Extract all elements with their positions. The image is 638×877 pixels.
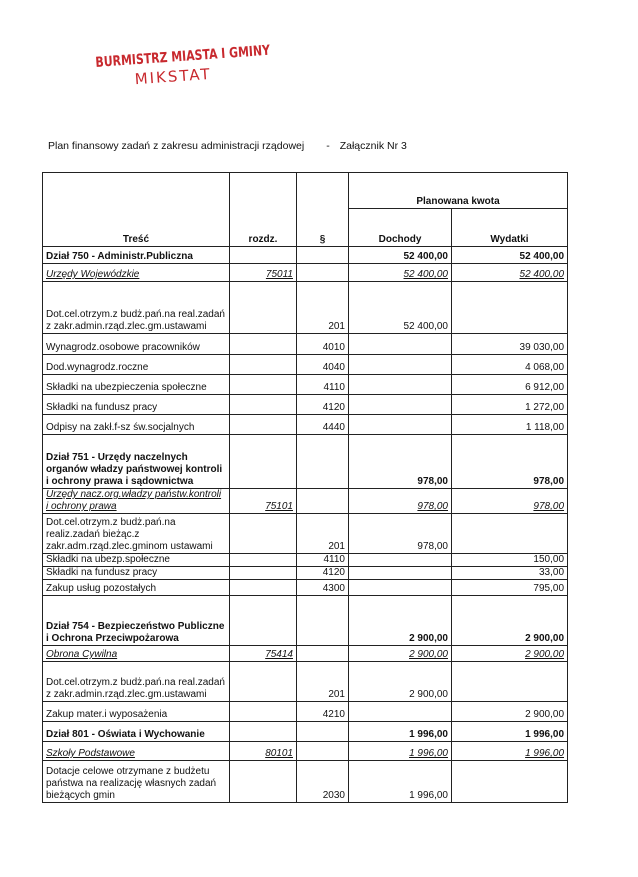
expenses-cell: 795,00 [452, 580, 568, 596]
header-paragraph: § [297, 173, 349, 247]
rozdz-cell [230, 334, 297, 355]
desc-cell: Dod.wynagrodz.roczne [43, 355, 230, 375]
paragraph-cell: 4210 [297, 702, 349, 722]
desc-cell: Dotacje celowe otrzymane z budżetu państwa na realizację własnych zadań bieżących gmin [43, 761, 230, 803]
paragraph-cell: 4040 [297, 355, 349, 375]
desc-cell: Składki na ubezp.społeczne [43, 554, 230, 567]
title-separator: - [326, 140, 330, 152]
table-row [43, 722, 568, 742]
income-cell [349, 415, 452, 435]
rozdz-cell [230, 702, 297, 722]
table-row [43, 646, 568, 662]
table-row [43, 596, 568, 646]
official-stamp [94, 42, 271, 90]
paragraph-cell: 2030 [297, 761, 349, 803]
income-cell: 52 400,00 [349, 247, 452, 264]
income-cell: 978,00 [349, 489, 452, 514]
income-cell [349, 567, 452, 580]
desc-cell: Dot.cel.otrzym.z budż.pań.na real.zadań z zakr.admin.rząd.zlec.gm.ustawami [43, 282, 230, 334]
paragraph-cell [297, 742, 349, 761]
income-cell [349, 395, 452, 415]
income-cell [349, 580, 452, 596]
rozdz-cell [230, 355, 297, 375]
rozdz-cell [230, 375, 297, 395]
rozdz-cell: 80101 [230, 742, 297, 761]
income-cell: 2 900,00 [349, 596, 452, 646]
desc-cell: Szkoły Podstawowe [43, 742, 230, 761]
desc-cell: Składki na fundusz pracy [43, 567, 230, 580]
income-cell: 978,00 [349, 435, 452, 489]
table-row [43, 702, 568, 722]
paragraph-cell [297, 247, 349, 264]
paragraph-cell: 4120 [297, 567, 349, 580]
expenses-cell: 33,00 [452, 567, 568, 580]
rozdz-cell [230, 415, 297, 435]
paragraph-cell: 4110 [297, 554, 349, 567]
rozdz-cell [230, 596, 297, 646]
paragraph-cell: 201 [297, 282, 349, 334]
paragraph-cell [297, 722, 349, 742]
desc-cell: Zakup usług pozostałych [43, 580, 230, 596]
expenses-cell [452, 761, 568, 803]
rozdz-cell [230, 722, 297, 742]
expenses-cell: 4 068,00 [452, 355, 568, 375]
header-expenses: Wydatki [452, 209, 568, 247]
expenses-cell: 150,00 [452, 554, 568, 567]
table-row [43, 247, 568, 264]
rozdz-cell: 75101 [230, 489, 297, 514]
table-row [43, 435, 568, 489]
paragraph-cell: 4010 [297, 334, 349, 355]
income-cell [349, 554, 452, 567]
rozdz-cell [230, 514, 297, 554]
paragraph-cell: 4110 [297, 375, 349, 395]
rozdz-cell [230, 580, 297, 596]
table-row [43, 742, 568, 761]
document-heading [48, 140, 407, 152]
expenses-cell: 2 900,00 [452, 596, 568, 646]
expenses-cell: 1 996,00 [452, 742, 568, 761]
expenses-cell: 6 912,00 [452, 375, 568, 395]
rozdz-cell: 75414 [230, 646, 297, 662]
table-row [43, 415, 568, 435]
income-cell: 978,00 [349, 514, 452, 554]
expenses-cell: 978,00 [452, 435, 568, 489]
income-cell: 2 900,00 [349, 662, 452, 702]
expenses-cell: 2 900,00 [452, 646, 568, 662]
income-cell: 1 996,00 [349, 761, 452, 803]
table-body [43, 247, 568, 803]
income-cell: 1 996,00 [349, 742, 452, 761]
desc-cell: Dział 751 - Urzędy naczelnych organów władzy państwowej kontroli i ochrony prawa i sądownictwa [43, 435, 230, 489]
table-row [43, 282, 568, 334]
rozdz-cell [230, 395, 297, 415]
income-cell [349, 702, 452, 722]
rozdz-cell [230, 662, 297, 702]
table-row [43, 761, 568, 803]
table-row [43, 567, 568, 580]
income-cell: 52 400,00 [349, 282, 452, 334]
table-row [43, 662, 568, 702]
attachment-label: Załącznik Nr 3 [339, 140, 407, 152]
rozdz-cell [230, 761, 297, 803]
rozdz-cell: 75011 [230, 264, 297, 282]
desc-cell: Składki na fundusz pracy [43, 395, 230, 415]
desc-cell: Dot.cel.otrzym.z budż.pań.na realiz.zadań bieżąc.z zakr.adm.rząd.zlec.gminom ustawami [43, 514, 230, 554]
paragraph-cell: 201 [297, 514, 349, 554]
paragraph-cell [297, 596, 349, 646]
table-row [43, 264, 568, 282]
rozdz-cell [230, 435, 297, 489]
header-tresc: Treść [43, 173, 230, 247]
desc-cell: Składki na ubezpieczenia społeczne [43, 375, 230, 395]
income-cell [349, 334, 452, 355]
table-row [43, 514, 568, 554]
stamp-line-2: MIKSTAT [134, 64, 213, 89]
table-row [43, 375, 568, 395]
expenses-cell: 1 118,00 [452, 415, 568, 435]
paragraph-cell [297, 646, 349, 662]
income-cell [349, 355, 452, 375]
desc-cell: Dot.cel.otrzym.z budż.pań.na real.zadań z zakr.admin.rząd.zlec.gm.ustawami [43, 662, 230, 702]
income-cell [349, 375, 452, 395]
income-cell: 2 900,00 [349, 646, 452, 662]
rozdz-cell [230, 282, 297, 334]
paragraph-cell: 201 [297, 662, 349, 702]
paragraph-cell [297, 264, 349, 282]
expenses-cell [452, 282, 568, 334]
expenses-cell: 1 996,00 [452, 722, 568, 742]
header-rozdz: rozdz. [230, 173, 297, 247]
table-row [43, 395, 568, 415]
expenses-cell: 52 400,00 [452, 264, 568, 282]
table-row [43, 334, 568, 355]
table-row [43, 554, 568, 567]
expenses-cell: 52 400,00 [452, 247, 568, 264]
desc-cell: Urzędy Wojewódzkie [43, 264, 230, 282]
expenses-cell: 1 272,00 [452, 395, 568, 415]
table-row [43, 489, 568, 514]
expenses-cell [452, 662, 568, 702]
desc-cell: Odpisy na zakł.f-sz św.socjalnych [43, 415, 230, 435]
expenses-cell: 2 900,00 [452, 702, 568, 722]
desc-cell: Dział 801 - Oświata i Wychowanie [43, 722, 230, 742]
document-title: Plan finansowy zadań z zakresu administracji rządowej [48, 140, 305, 152]
rozdz-cell [230, 567, 297, 580]
desc-cell: Urzędy nacz.org.władzy państw.kontroli i ochrony prawa [43, 489, 230, 514]
rozdz-cell [230, 247, 297, 264]
desc-cell: Wynagrodz.osobowe pracowników [43, 334, 230, 355]
desc-cell: Zakup mater.i wyposażenia [43, 702, 230, 722]
table-row [43, 580, 568, 596]
expenses-cell: 978,00 [452, 489, 568, 514]
stamp-line-1: BURMISTRZ MIASTA I GMINY [94, 42, 271, 71]
paragraph-cell: 4120 [297, 395, 349, 415]
rozdz-cell [230, 554, 297, 567]
financial-plan-table [42, 172, 568, 803]
paragraph-cell: 4440 [297, 415, 349, 435]
paragraph-cell [297, 489, 349, 514]
header-planned-amount: Planowana kwota [349, 173, 568, 209]
income-cell: 52 400,00 [349, 264, 452, 282]
desc-cell: Dział 750 - Administr.Publiczna [43, 247, 230, 264]
paragraph-cell: 4300 [297, 580, 349, 596]
paragraph-cell [297, 435, 349, 489]
header-income: Dochody [349, 209, 452, 247]
expenses-cell [452, 514, 568, 554]
table-row [43, 355, 568, 375]
expenses-cell: 39 030,00 [452, 334, 568, 355]
desc-cell: Dział 754 - Bezpieczeństwo Publiczne i Ochrona Przeciwpożarowa [43, 596, 230, 646]
desc-cell: Obrona Cywilna [43, 646, 230, 662]
income-cell: 1 996,00 [349, 722, 452, 742]
